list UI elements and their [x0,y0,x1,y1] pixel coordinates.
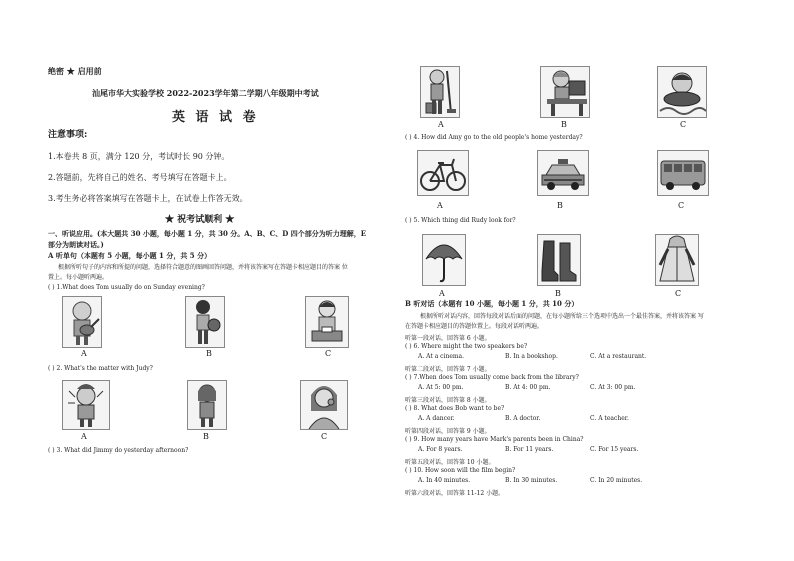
dialog-5-heading: 听第五段对话，回答第 10 小题。 [405,459,495,466]
question-2: ( ) 2. What's the matter with Judy? [48,365,153,372]
partB-instructions: 根据所听对话内容，回答每段对话后面的问题，在每小题所给三个选项中选出一个最佳答案，并将该答案 写 [420,313,704,320]
q4-option-a-image [417,150,469,196]
page-title: 英 语 试 卷 [172,110,259,125]
q9-option-c: C. For 15 years. [590,446,639,453]
q5-option-a-label: A [439,289,445,298]
dialog-3-heading: 听第三段对话，回答第 8 小题。 [405,397,491,404]
q3-option-a-label: A [438,120,444,129]
q3-option-b-label: B [561,120,567,129]
q9-option-b: B. For 11 years. [505,446,554,453]
dialog-6-heading: 听第六段对话，回答第 11-12 小题。 [405,490,505,497]
partA-instructions: 根据所听句子的内容和所提的问题，选择符合题意的图画回答问题，并将该答案写在答题卡相应题目的答案 位 [58,264,348,271]
q3-option-c-image [657,66,707,118]
q6-option-a: A. At a cinema. [418,353,465,360]
q1-option-a-image [62,296,102,348]
q5-option-c-label: C [675,289,682,298]
q7-option-a: A. At 5: 00 pm. [418,384,464,391]
q2-option-a-label: A [81,432,87,441]
q10-option-b: B. In 30 minutes. [505,477,558,484]
dialog-1-heading: 听第一段对话，回答第 6 小题。 [405,335,491,342]
q4-option-a-label: A [437,201,443,210]
question-3: ( ) 3. What did Jimmy do yesterday afternoon? [48,447,189,454]
q4-option-b-label: B [557,201,563,210]
q5-option-b-label: B [555,289,561,298]
q1-option-b-image [185,296,225,348]
guitar-player-icon [63,297,101,347]
q7-option-b: B. At 4: 00 pm. [505,384,551,391]
note-item-1: 1.本卷共 8 页，满分 120 分，考试时长 90 分钟。 [48,152,230,161]
q7-option-c: C. At 3: 00 pm. [590,384,636,391]
q3-option-c-label: C [680,120,687,129]
question-10: ( ) 10. How soon will the film begin? [405,467,516,474]
taxi-icon [538,151,588,195]
section1-heading-cont: 部分为朗读对话。) [48,240,104,249]
school-title: 汕尾市华大实验学校 2022-2023学年第二学期八年级期中考试 [92,88,319,98]
question-5: ( ) 5. Which thing did Rudy look for? [405,217,516,224]
bicycle-icon [418,151,468,195]
sick-girl-icon [63,381,109,429]
toothache-woman-icon [301,381,347,429]
q4-option-b-image [537,150,589,196]
q1-option-c-label: C [325,349,332,358]
question-6: ( ) 6. Where might the two speakers be? [405,343,528,350]
q3-option-b-image [540,66,590,118]
basketball-boy-icon [186,297,224,347]
question-9: ( ) 9. How many years have Mark's parents been in China? [405,436,584,443]
q1-option-a-label: A [81,349,87,358]
exam-wish: ★ 祝考试顺利 ★ [165,215,235,225]
partA-heading: A 听单句（本题有 5 小题，每小题 1 分，共 5 分） [48,251,212,260]
q10-option-a: A. In 40 minutes. [418,477,471,484]
q2-option-c-label: C [321,432,328,441]
question-1: ( ) 1.What does Tom usually do on Sunday evening? [48,284,205,291]
rain-boots-icon [538,235,580,285]
q5-option-a-image [422,234,466,286]
q3-option-a-image [420,66,460,118]
q2-option-b-image [187,380,227,430]
q2-option-a-image [62,380,110,430]
q6-option-c: C. At a restaurant. [590,353,647,360]
q9-option-a: A. For 8 years. [418,446,463,453]
note-item-2: 2.答题前，先将自己的姓名、考号填写在答题卡上。 [48,173,232,182]
partB-instructions-cont: 在答题卡相应题目的答题位置上。每段对话听两遍。 [405,323,544,330]
q2-option-c-image [300,380,348,430]
q8-option-a: A. A dancer. [418,415,455,422]
raincoat-icon [656,235,698,285]
question-4: ( ) 4. How did Amy go to the old people's home yesterday? [405,134,583,141]
q4-option-c-image [657,150,709,196]
q6-option-b: B. In a bookshop. [505,353,558,360]
partA-instructions-cont: 置上。每小题听两遍。 [48,274,109,281]
q8-option-c: C. A teacher. [590,415,629,422]
headache-girl-icon [188,381,226,429]
bus-icon [658,151,708,195]
q1-option-b-label: B [206,349,212,358]
boy-studying-icon [306,297,348,347]
swimming-boy-icon [658,67,706,117]
q2-option-b-label: B [203,432,209,441]
q4-option-c-label: C [678,201,685,210]
q8-option-b: B. A doctor. [505,415,541,422]
secret-label: 绝密 ★ 启用前 [48,66,102,76]
question-7: ( ) 7.When does Tom usually come back from the library? [405,374,579,381]
q5-option-c-image [655,234,699,286]
cleaning-boy-icon [421,67,459,117]
umbrella-icon [423,235,465,285]
question-8: ( ) 8. What does Bob want to be? [405,405,505,412]
q1-option-c-image [305,296,349,348]
notes-heading: 注意事项: [48,130,88,140]
partB-heading: B 听对话（本题有 10 小题，每小题 1 分，共 10 分） [405,299,579,308]
q10-option-c: C. In 20 minutes. [590,477,643,484]
note-item-3: 3.考生务必将答案填写在答题卡上，在试卷上作答无效。 [48,194,248,203]
dialog-4-heading: 听第四段对话，回答第 9 小题。 [405,428,491,435]
q5-option-b-image [537,234,581,286]
computer-girl-icon [541,67,589,117]
section1-heading: 一、听说应用。(本大题共 30 小题，每小题 1 分，共 30 分。A、B、C、D 四个部分为听力理解，E [48,229,367,238]
dialog-2-heading: 听第二段对话，回答第 7 小题。 [405,366,491,373]
